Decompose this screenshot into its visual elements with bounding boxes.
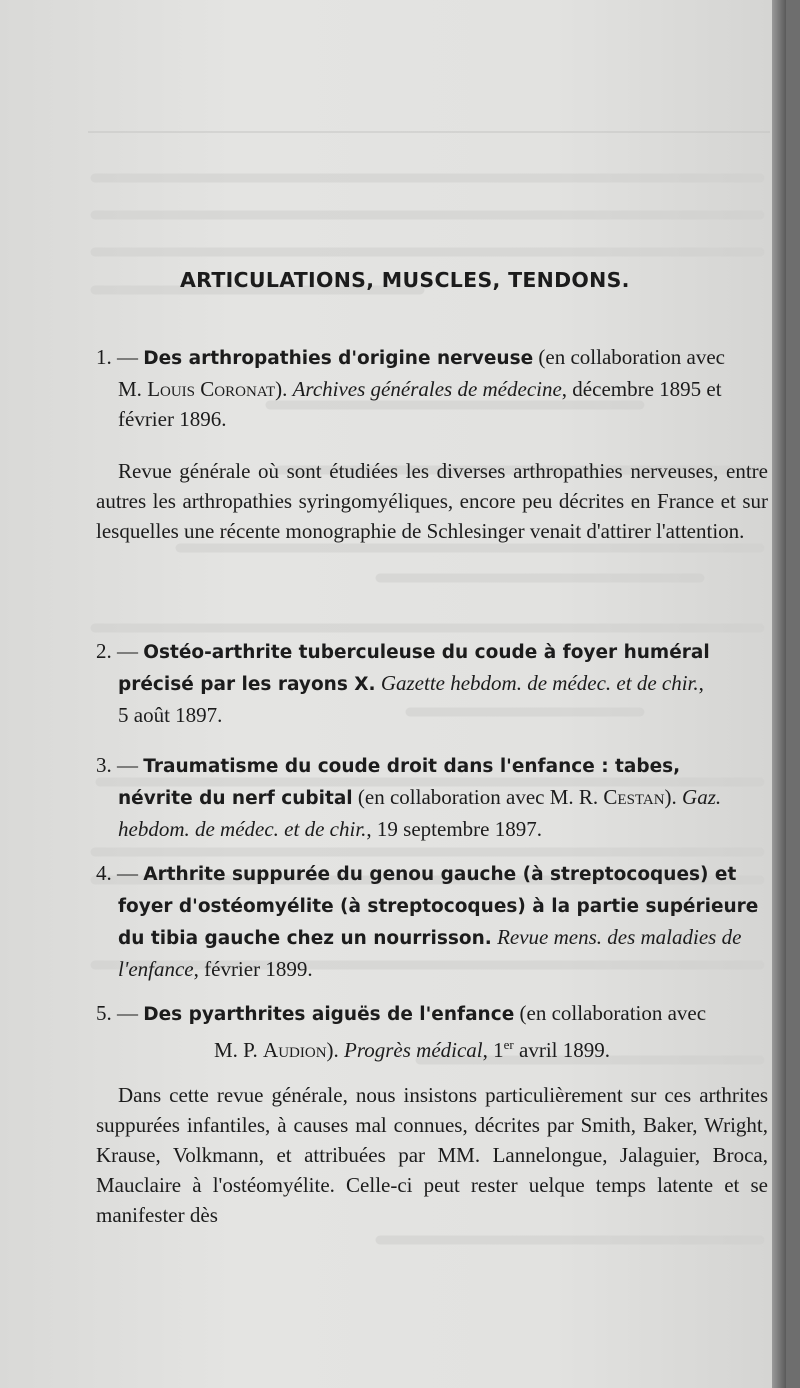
bibliography-entry-2 [96,636,768,730]
entry-title: précisé par les rayons X. [118,674,376,695]
page-edge-shadow [772,0,786,1388]
author-name: Cestan [603,785,665,809]
entry-title: Des pyarthrites aiguës de l'enfance [143,1004,515,1025]
paragraph-2: Dans cette revue générale, nous insistons particulièrement sur ces arthrites suppurées infantiles, à causes mal connues, décrites par Smith, Baker, Wright, Krause, Volkmann, et attribuées par MM. Lannelongue, Jalaguier, Broca, Mauclaire à l'ostéomyélite. Celle-ci peut rester uelque temps latente et se manifester dès [96,1083,768,1227]
author-name: Louis Coronat [147,377,276,401]
entry-text: (en collaboration avec [514,1001,707,1025]
journal-name: Gazette hebdom. de médec. et de chir. [375,671,699,695]
entry-line [96,342,768,374]
entry-text: , [698,671,704,695]
entry-text: ). [664,785,683,809]
entry-title: Ostéo-arthrite tuberculeuse du coude à foyer huméral [143,642,710,663]
entry-text: , 1 [482,1038,504,1062]
entry-text: ). [275,377,293,401]
section-heading: ARTICULATIONS, MUSCLES, TENDONS. [180,268,630,292]
entry-line [96,922,768,954]
journal-name: Archives générales de médecine [292,377,562,401]
superscript: er [503,1037,514,1052]
journal-name: l'enfance [118,957,194,981]
entry-text: M. [118,377,148,401]
entry-line [96,404,768,434]
entry-line [96,374,768,404]
bibliography-entry-5 [96,998,768,1065]
entry-date: février 1896. [118,407,227,431]
entry-title: Arthrite suppurée du genou gauche (à streptocoques) et [143,864,737,885]
bibliography-entry-4 [96,858,768,984]
bibliography-entry-3 [96,750,768,844]
entry-line [96,954,768,984]
entry-date: , février 1899. [193,957,313,981]
journal-name: Revue mens. des maladies de [491,925,742,949]
entry-line [96,782,768,814]
entry-text: M. P. [214,1038,264,1062]
entry-line [96,858,768,890]
entry-line [96,1030,768,1065]
entry-line [96,998,768,1030]
entry-number: 2. — [96,639,138,663]
entry-number: 4. — [96,861,138,885]
entry-title: foyer d'ostéomyélite (à streptocoques) à la partie supérieure [118,896,759,917]
journal-name: Gaz. [682,785,722,809]
entry-number: 5. — [96,1001,138,1025]
entry-line [96,668,768,700]
entry-line [96,890,768,922]
entry-line [96,750,768,782]
entry-number: 3. — [96,753,138,777]
journal-name: hebdom. de médec. et de chir. [118,817,367,841]
journal-name: Progrès médical [344,1038,483,1062]
entry-number: 1. — [96,345,138,369]
entry-date: avril 1899. [513,1038,610,1062]
entry-text: (en collaboration avec M. R. [352,785,604,809]
entry-text: (en collaboration avec [533,345,725,369]
entry-line [96,636,768,668]
entry-title: névrite du nerf cubital [118,788,353,809]
entry-line [96,814,768,844]
entry-date: 5 août 1897. [118,703,223,727]
entry-date: , 19 septembre 1897. [366,817,542,841]
entry-text: , décembre 1895 et [561,377,722,401]
entry-title: Des arthropathies d'origine nerveuse [143,348,534,369]
entry-title: du tibia gauche chez un nourrisson. [118,928,492,949]
paragraph-1: Revue générale où sont étudiées les diverses arthropathies nerveuses, entre autres les arthropathies syringomyéliques, encore peu décrites en France et sur lesquelles une récente monographie de Schlesinger venait d'attirer l'attention. [96,459,768,543]
entry-text: ). [326,1038,345,1062]
entry-title: Traumatisme du coude droit dans l'enfance : tabes, [143,756,681,777]
entry-line [96,700,768,730]
author-name: Audion [263,1038,327,1062]
bibliography-entry-1 [96,342,768,434]
